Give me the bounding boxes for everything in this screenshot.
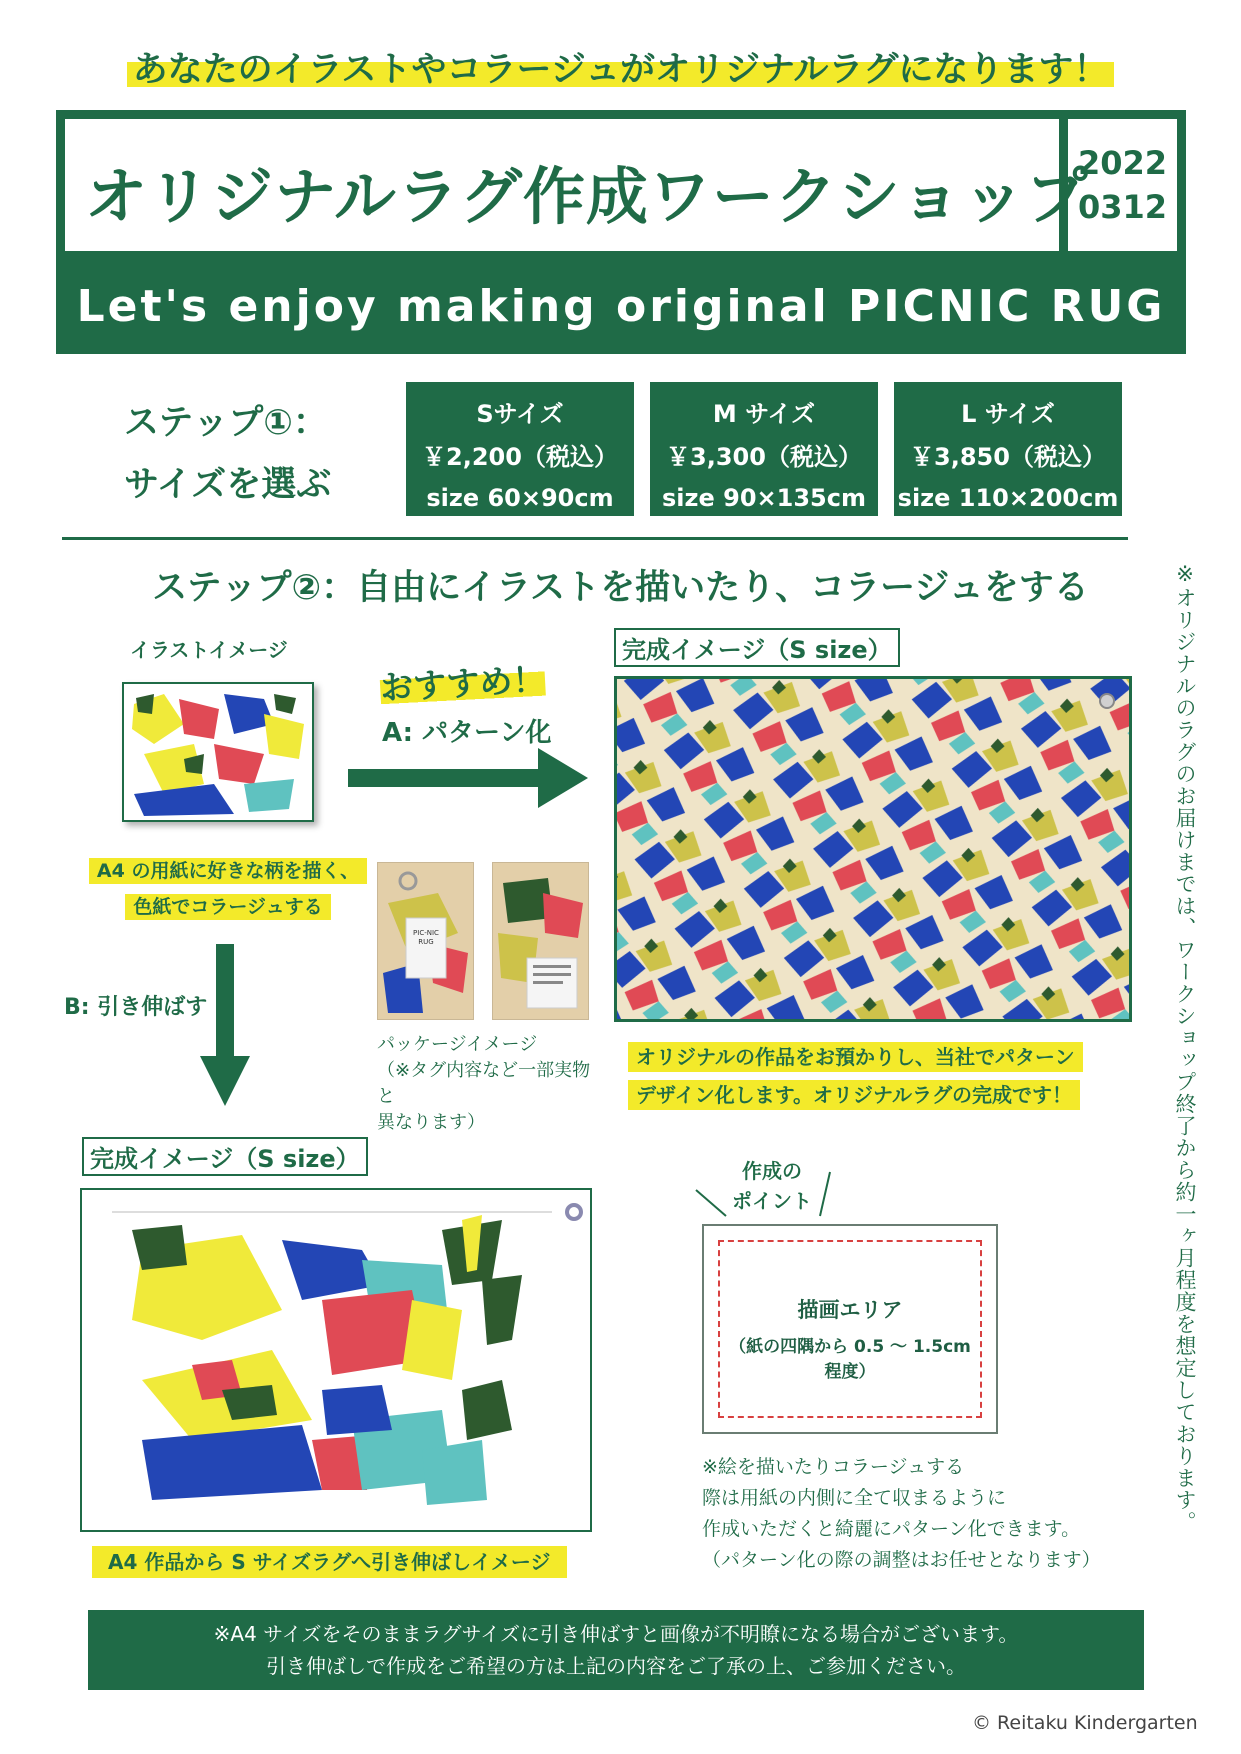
date-box: [1059, 119, 1177, 251]
draw-note-line: ※絵を描いたりコラージュする: [702, 1456, 965, 1478]
recommend-label: [379, 654, 547, 710]
size-card-s: [406, 382, 634, 516]
subtitle-band: Let's enjoy making original PICNIC RUG: [56, 260, 1186, 354]
pattern-art: [617, 679, 1129, 1019]
date-year: 2022: [1077, 144, 1168, 182]
pattern-a-label: A: パターン化: [382, 718, 552, 748]
point-label-line1: 作成の: [742, 1159, 802, 1183]
down-arrow-icon: [200, 944, 250, 1110]
size-name: L サイズ: [961, 400, 1055, 428]
a4-note: [88, 853, 368, 925]
pattern-rug-image: [614, 676, 1132, 1022]
draw-note-line: 作成いただくと綺麗にパターン化できます。: [702, 1518, 1081, 1540]
package-image-back: [492, 862, 589, 1020]
point-emphasis-lines: [692, 1166, 842, 1222]
collage-art: [124, 684, 312, 820]
tagline: [0, 42, 1241, 92]
stretched-art: [82, 1190, 590, 1530]
tagline-text: あなたのイラストやコラージュがオリジナルラグになります！: [127, 50, 1115, 90]
a4-note-line2: 色紙でコラージュする: [125, 894, 330, 920]
complete-label: 完成イメージ（S size）: [614, 628, 900, 667]
illust-label: イラストイメージ: [130, 638, 288, 662]
package-tag: PIC-NIC RUG: [413, 929, 439, 946]
stretch-note: [92, 1546, 567, 1575]
recommend-text: おすすめ！: [379, 659, 547, 708]
footer-line2: 引き伸ばしで作成をご希望の方は上記の内容をご了承の上、ご参加ください。: [266, 1654, 966, 1678]
pattern-note: [628, 1038, 1083, 1114]
footer-band: [88, 1610, 1144, 1690]
size-card-m: [650, 382, 878, 516]
footer-line1: ※A4 サイズをそのままラグサイズに引き伸ばすと画像が不明瞭になる場合がございます。: [213, 1622, 1019, 1646]
draw-note-line: 際は用紙の内側に全て収まるように: [702, 1487, 1007, 1509]
step1-line1: ステップ①：: [124, 403, 328, 443]
package-image-front: [377, 862, 474, 1020]
draw-area-diagram: [702, 1224, 998, 1434]
complete-label-2: 完成イメージ（S size）: [82, 1137, 368, 1176]
size-dims: size 60×90cm: [426, 484, 614, 512]
point-label-line2: ポイント: [732, 1189, 812, 1213]
size-card-l: [894, 382, 1122, 516]
copyright: © Reitaku Kindergarten: [972, 1712, 1198, 1734]
page-title: オリジナルラグ作成ワークショップ: [85, 160, 1089, 233]
package-caption-line2: （※タグ内容など一部実物と: [377, 1060, 591, 1107]
step1-line2: サイズを選ぶ: [124, 465, 332, 505]
stretched-rug-image: [80, 1188, 592, 1532]
step1-label: [124, 392, 331, 516]
stretch-note-text: A4 作品から S サイズラグへ引き伸ばしイメージ: [92, 1546, 567, 1578]
size-dims: size 110×200cm: [897, 484, 1119, 512]
package-caption: [377, 1032, 607, 1136]
package-caption-line1: パッケージイメージ: [377, 1034, 538, 1055]
size-price: ￥2,200（税込）: [422, 443, 618, 471]
draw-notes: [702, 1452, 1101, 1576]
illustration-image: [122, 682, 314, 822]
divider: [62, 537, 1128, 540]
draw-area-sub: （紙の四隅から 0.5 ～ 1.5cm 程度）: [729, 1337, 971, 1382]
draw-area-inner: [718, 1240, 982, 1418]
size-name: M サイズ: [712, 400, 816, 428]
title-box: [56, 110, 1186, 260]
pattern-note-line2: デザイン化します。オリジナルラグの完成です！: [628, 1080, 1080, 1110]
pattern-note-line1: オリジナルの作品をお預かりし、当社でパターン: [628, 1042, 1083, 1072]
step2-title: ステップ②：自由にイラストを描いたり、コラージュをする: [152, 568, 1089, 608]
a4-note-line1: A4 の用紙に好きな柄を描く、: [89, 858, 367, 884]
stretch-b-label: B: 引き伸ばす: [64, 995, 208, 1020]
date-day: 0312: [1077, 188, 1168, 226]
draw-area-title: 描画エリア: [797, 1298, 903, 1322]
size-price: ￥3,850（税込）: [910, 443, 1106, 471]
package-caption-line3: 異なります）: [377, 1112, 485, 1133]
draw-note-line: （パターン化の際の調整はお任せとなります）: [702, 1549, 1101, 1571]
vertical-note: ※オリジナルのラグのお届けまでは、ワークショップ終了から約一ヶ月程度を想定しております。: [1173, 562, 1197, 1533]
size-price: ￥3,300（税込）: [666, 443, 862, 471]
size-dims: size 90×135cm: [662, 484, 866, 512]
right-arrow-icon: [348, 748, 588, 812]
size-name: Sサイズ: [476, 400, 564, 428]
